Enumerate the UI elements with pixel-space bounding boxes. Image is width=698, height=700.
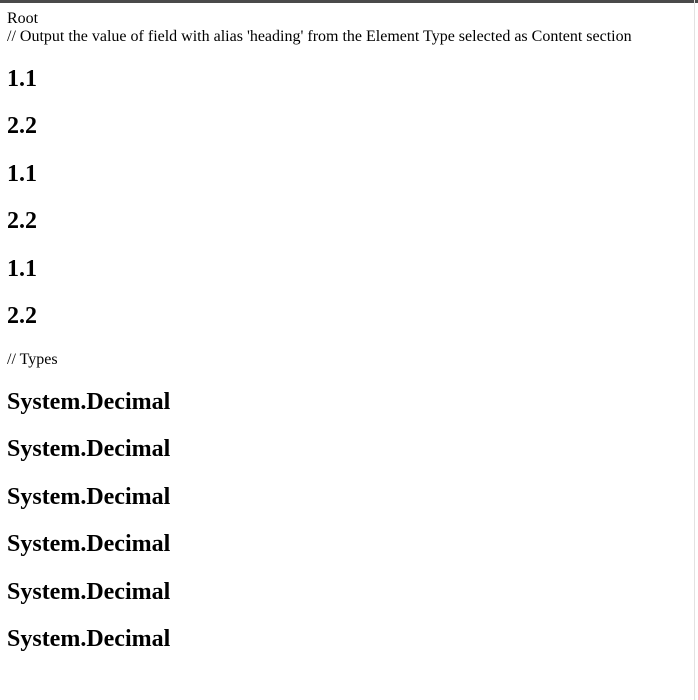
type-heading: System.Decimal — [7, 436, 171, 463]
value-heading: 2.2 — [7, 113, 37, 140]
type-heading: System.Decimal — [7, 388, 171, 415]
page-content — [0, 3, 698, 682]
type-heading: System.Decimal — [7, 531, 171, 558]
value-heading: 1.1 — [7, 255, 37, 282]
value-heading: 2.2 — [7, 303, 37, 330]
value-heading: 1.1 — [7, 160, 37, 187]
root-label: Root — [7, 10, 39, 27]
output-comment: // Output the value of field with alias 'heading' from the Element Type selected as Content section — [7, 28, 632, 45]
type-heading: System.Decimal — [7, 578, 171, 605]
type-heading: System.Decimal — [7, 483, 171, 510]
value-heading: 1.1 — [7, 65, 37, 92]
type-headings-list — [7, 389, 690, 654]
value-heading: 2.2 — [7, 208, 37, 235]
type-heading: System.Decimal — [7, 626, 171, 653]
types-comment: // Types — [7, 350, 58, 368]
value-headings-list — [7, 66, 690, 331]
